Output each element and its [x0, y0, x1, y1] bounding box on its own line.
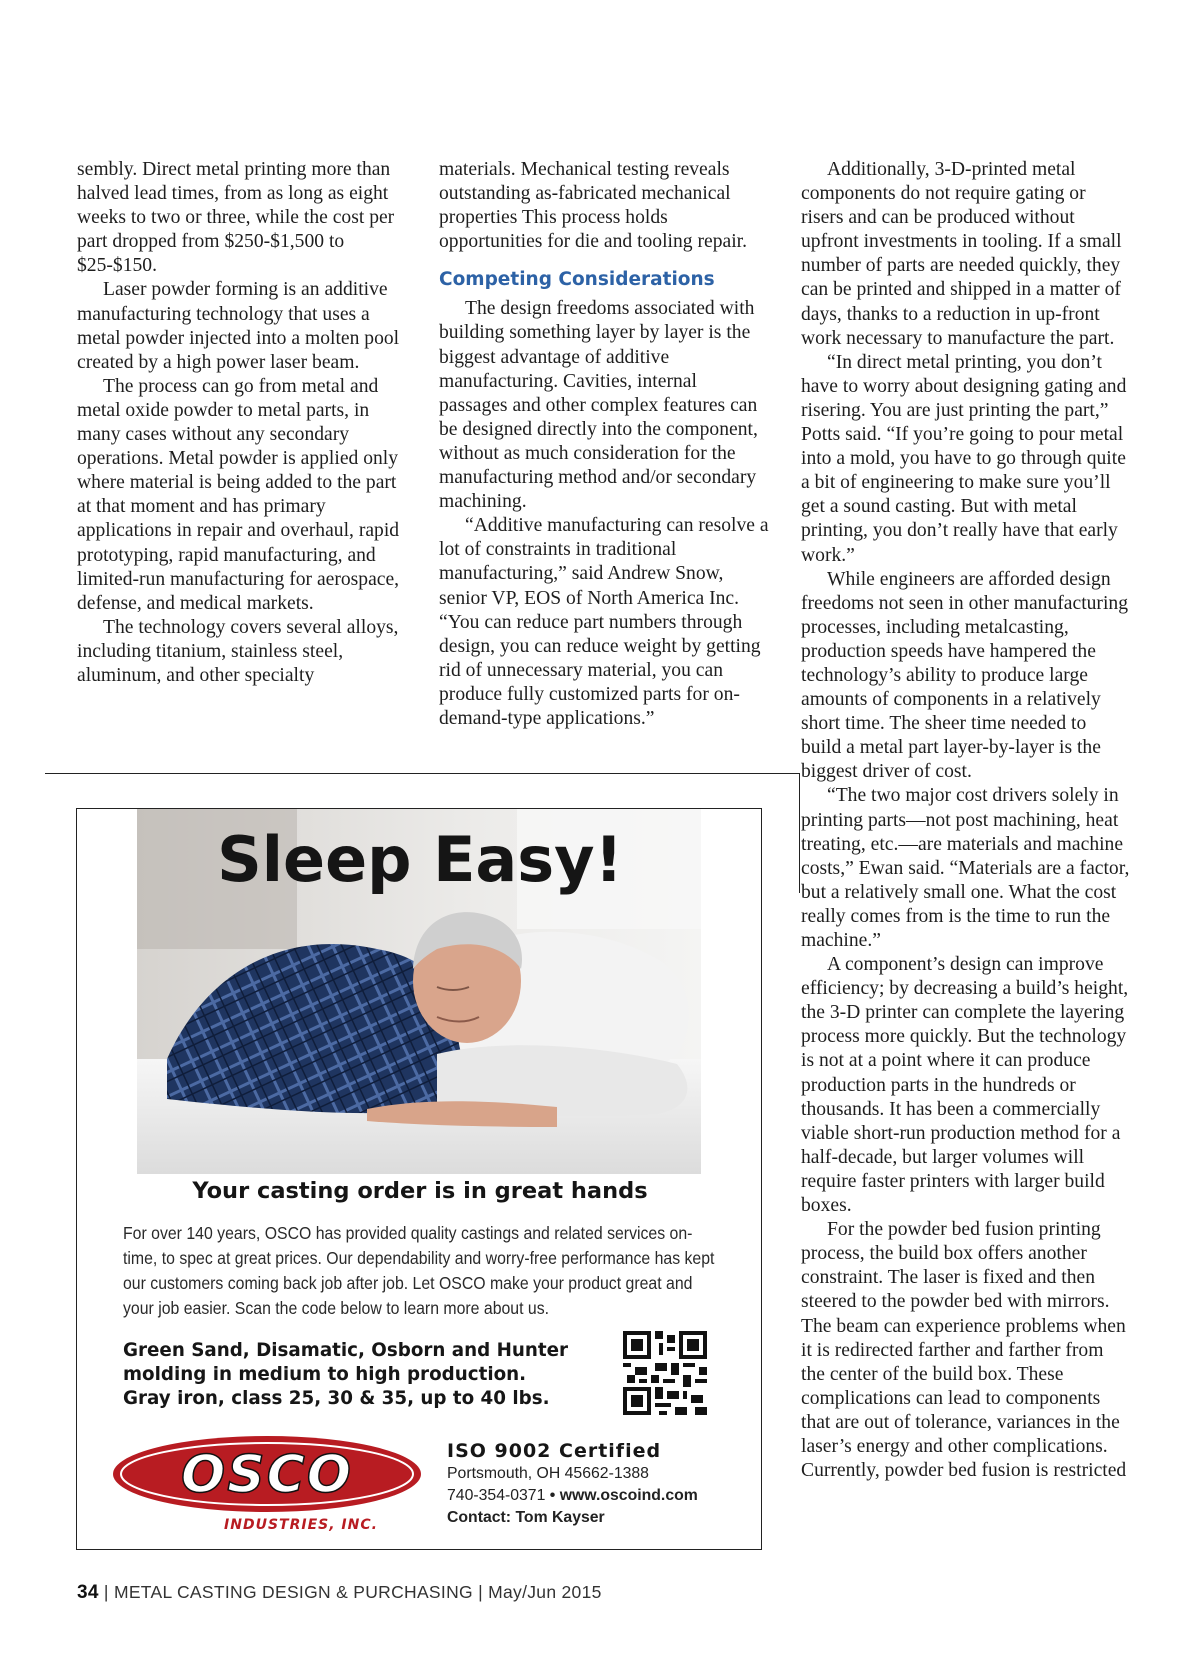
article-column-1 — [77, 158, 407, 688]
ad-feature-line: Green Sand, Disamatic, Osborn and Hunter — [123, 1340, 569, 1361]
paragraph: The process can go from metal and metal oxide powder to metal parts, in many cases without any secondary operations. Metal powder is applied only where material is being added to the part at that moment and has primary applications in repair and overhaul, rapid prototyping, rapid manufacturing, and limited-run manufacturing for aerospace, defense, and medical markets. — [77, 375, 400, 614]
paragraph: While engineers are afforded design freedoms not seen in other manufacturing processes, including metalcasting, production speeds have hampered the technology’s ability to produce large amounts of components in a relatively short time. The sheer time needed to build a metal part layer-by-layer is the biggest driver of cost. — [801, 568, 1128, 783]
article-column-2 — [439, 158, 769, 731]
paragraph: “In direct metal printing, you don’t have to worry about designing gating and risering. You are just printing the part,” Potts said. “If you’re going to pour metal into a mold, you have to go through quite a bit of engineering to make sure you’ll get a sound casting. But with metal printing, you don’t really have that early work.” — [801, 351, 1127, 566]
footer-separator: | — [103, 1582, 109, 1602]
ad-headline: Sleep Easy! — [217, 823, 623, 896]
paragraph: The design freedoms associated with building something layer by layer is the biggest advantage of additive manufacturing. Cavities, internal passages and other complex features can be designed directly into the component, without as much consideration for the manufacturing method and/or secondary machining. — [439, 298, 758, 513]
section-subheading: Competing Considerations — [439, 269, 715, 291]
paragraph: Laser powder forming is an additive manufacturing technology that uses a metal powder injected into a molten pool created by a high power laser beam. — [77, 279, 400, 373]
ad-tagline: Your casting order is in great hands — [192, 1178, 648, 1204]
qr-code-icon[interactable] — [623, 1331, 707, 1415]
logo-wordmark: OSCO — [180, 1445, 354, 1505]
logo-subtitle: INDUSTRIES, INC. — [224, 1517, 378, 1533]
address: Portsmouth, OH 45662-1388 — [447, 1465, 649, 1482]
phone-number: 740-354-0371 — [447, 1487, 546, 1504]
paragraph: materials. Mechanical testing reveals outstanding as-fabricated mechanical properties This process holds opportunities for die and tooling repair. — [439, 159, 747, 253]
article-column-3 — [801, 158, 1131, 1483]
bullet-separator: • — [549, 1487, 556, 1504]
iso-certification: ISO 9002 Certified — [447, 1440, 662, 1462]
website-link[interactable]: www.oscoind.com — [559, 1487, 698, 1504]
phone-and-website — [447, 1485, 747, 1507]
osco-logo — [111, 1434, 423, 1534]
issue-date: May/Jun 2015 — [488, 1582, 602, 1602]
page-footer — [77, 1582, 602, 1604]
page-number: 34 — [77, 1582, 99, 1603]
publication-name: METAL CASTING DESIGN & PURCHASING — [113, 1582, 473, 1602]
paragraph: Additionally, 3-D-printed metal components do not require gating or risers and can be produced without upfront investments in tooling. If a small number of parts are needed quickly, they can be printed and shipped in a matter of days, thanks to a reduction in up-front work necessary to manufacture the part. — [801, 159, 1122, 349]
ad-divider-rule — [45, 773, 800, 774]
paragraph: “The two major cost drivers solely in printing parts—not post machining, heat treating, etc.—are materials and machine costs,” Ewan said. “Materials are a factor, but a relatively small one. What the cost really comes from is the time to run the machine.” — [801, 785, 1130, 951]
paragraph: A component’s design can improve efficiency; by decreasing a build’s height, the 3-D printer can complete the layering process more quickly. But the technology is not at a point where it can produce production parts in the hundreds or thousands. It has been a commercially viable short-run production method for a half-decade, but larger volumes will require faster printers with larger build boxes. — [801, 954, 1129, 1217]
paragraph: “Additive manufacturing can resolve a lot of constraints in traditional manufacturing,” said Andrew Snow, senior VP, EOS of North America Inc. “You can reduce part numbers through design, you can reduce weight by getting rid of unnecessary material, you can produce fully customized parts for on-demand-type applications.” — [439, 515, 769, 729]
paragraph: For the powder bed fusion printing process, the build box offers another constraint. The laser is fixed and then steered to the powder bed with mirrors. The beam can experience problems when it is redirected farther and farther from the center of the build box. These complications can lead to components that are out of tolerance, variances in the laser’s energy and other complications. Currently, powder bed fusion is restricted — [801, 1219, 1127, 1482]
footer-separator: | — [478, 1582, 483, 1602]
osco-advertisement — [76, 808, 762, 1550]
ad-divider-rule-vertical — [799, 773, 800, 893]
paragraph: The technology covers several alloys, including titanium, stainless steel, aluminum, and other specialty — [77, 616, 399, 686]
ad-contact-block — [447, 1439, 747, 1529]
ad-feature-list — [123, 1339, 603, 1411]
ad-feature-line: Gray iron, class 25, 30 & 35, up to 40 lbs. — [123, 1388, 550, 1409]
ad-body-copy: For over 140 years, OSCO has provided quality castings and related services on-time, to spec at great prices. Our dependability and worry-free performance has kept our customers coming back job after job. Let OSCO make your product great and your job easier. Scan the code below to learn more about us. — [123, 1223, 715, 1318]
ad-feature-line: molding in medium to high production. — [123, 1364, 527, 1385]
contact-name: Contact: Tom Kayser — [447, 1509, 605, 1526]
paragraph: sembly. Direct metal printing more than halved lead times, from as long as eight weeks to two or three, while the cost per part dropped from $250-$1,500 to $25-$150. — [77, 159, 395, 277]
